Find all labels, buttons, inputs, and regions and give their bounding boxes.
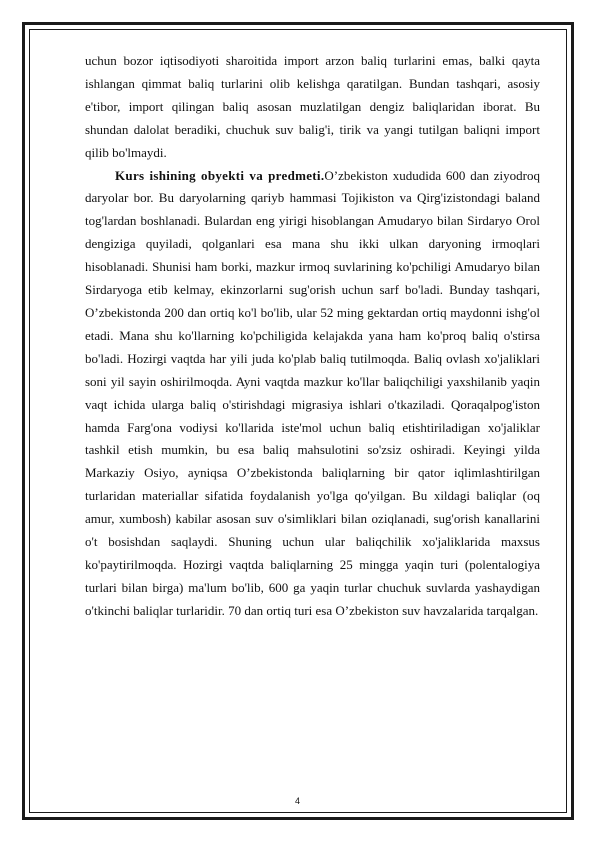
paragraph-text: uchun bozor iqtisodiyoti sharoitida import arzon baliq turlarini emas, balki qayta ishlangan qimmat baliq turlarini olib kelishga qaratilgan. Bundan tashqari, asosiy e'tibor, import qilingan baliq asosan muzlatilgan dengiz baliqlaridan iborat. Bu shundan dalolat beradiki, chuchuk suv balig'i, tirik va yangi tutilgan baliqni import qilib bo'lmaydi. (85, 53, 540, 160)
page-number: 4 (294, 796, 300, 806)
document-body (85, 50, 540, 623)
paragraph-2 (85, 165, 540, 623)
section-heading: Kurs ishining obyekti va predmeti. (115, 167, 325, 183)
paragraph-1 (85, 50, 540, 165)
paragraph-text: O’zbekiston xududida 600 dan ziyodroq daryolar bor. Bu daryolarning qariyb hammasi Tojikiston va Qirg'izistondagi baland tog'lardan boshlanadi. Bulardan eng yirigi hisoblangan Amudaryo bilan Sirdaryo Orol dengiziga quyiladi, qolganlari esa mana shu ikki ulkan daryoning irmoqlari hisoblanadi. Shunisi ham borki, mazkur irmoq suvlarining ko'pchiligi Amudaryo bilan Sirdaryoga etib kelmay, ekinzorlarni sug'orish uchun sarf bo'ladi. Bunday tashqari, O’zbekistonda 200 dan ortiq ko'l bo'lib, ular 52 ming gektardan ortiq maydonni ishg'ol etadi. Mana shu ko'llarning ko'pchiligida kelajakda yana ham ko'proq baliq o'stirsa bo'ladi. Hozirgi vaqtda har yili juda ko'plab baliq tutilmoqda. Baliq ovlash xo'jaliklari soni yil sayin oshirilmoqda. Ayni vaqtda mazkur ko'llar baliqchiligi yaxshilanib yaqin vaqt ichida ularga baliq o'stirishdagi migrasiya ishlari o'tkaziladi. Qoraqalpog'iston hamda Farg'ona vodiysi ko'llarida iste'mol uchun baliq etishtiriladigan xo'jaliklar tashkil etish mumkin, bu esa baliq mahsulotini so'zsiz oshiradi. Keyingi yilda Markaziy Osiyo, ayniqsa O’zbekistonda baliqlarning bir qator iqlimlashtirilgan turlaridan materiallar sifatida foydalanish yo'lga qo'yilgan. Bu xildagi baliqlar (oq amur, xumbosh) kabilar asosan suv o'simliklari bilan oziqlanadi, sug'orish kanallarini o't bosishdan saqlaydi. Shuning uchun ular baliqchilik xo'jaliklarida maxsus ko'paytirilmoqda. Hozirgi vaqtda baliqlarning 25 mingga yaqin turi (polentalogiya turlari bilan birga) ma'lum bo'lib, 600 ga yaqin turlar chuchuk suvlarda yashaydigan o'tkinchi baliqlar turlaridir. 70 dan ortiq turi esa O’zbekiston suv havzalarida tarqalgan. (85, 167, 540, 618)
